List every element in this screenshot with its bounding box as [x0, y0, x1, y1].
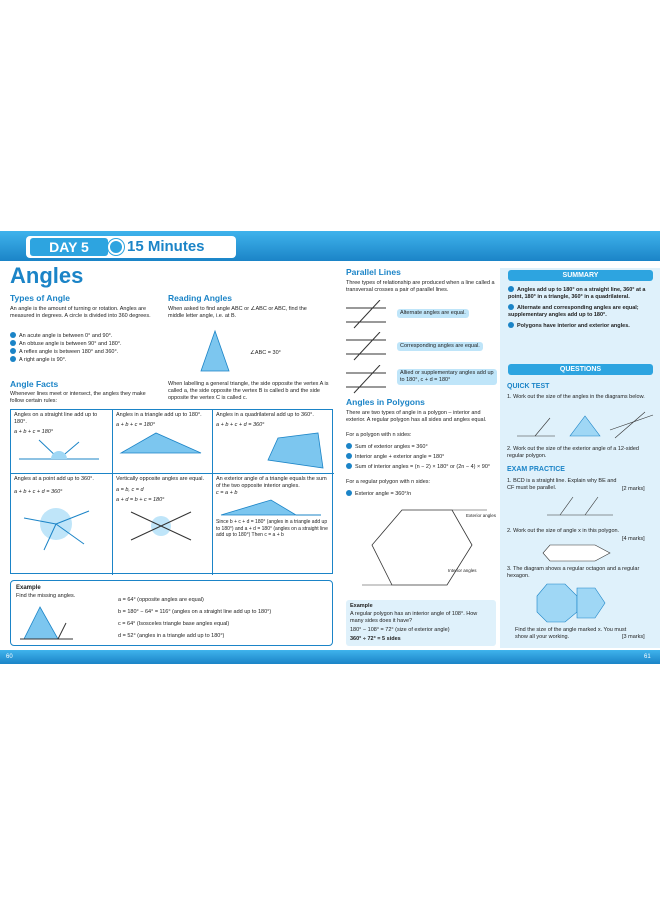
example2-title: Example: [350, 603, 373, 609]
fact-title: Angles on a straight line add up to 180°.: [14, 412, 98, 425]
polygons-exterior-formula: [346, 490, 411, 498]
page-number-right: 61: [644, 654, 651, 660]
facts-heading: Angle Facts: [10, 379, 59, 389]
types-heading: Types of Angle: [10, 293, 70, 303]
example1-line: a = 64° (opposite angles are equal): [118, 597, 204, 603]
polygons-n-sides: For a polygon with n sides:: [346, 432, 412, 438]
ep-1: 1. BCD is a straight line. Explain why BE and CF must be parallel.: [507, 478, 617, 491]
example2-line1: 180° − 108° = 72° (size of exterior angle): [350, 627, 450, 633]
ep-2-marks: [4 marks]: [622, 536, 645, 542]
bullet-icon: [346, 463, 352, 469]
qt-1: 1. Work out the size of the angles in the diagrams below.: [507, 394, 645, 400]
fact-cell-point: [11, 474, 113, 575]
fact-cell-triangle: [113, 410, 213, 474]
fact-cell-exterior: [213, 474, 334, 575]
facts-grid: [10, 409, 333, 574]
polygons-heading: Angles in Polygons: [346, 397, 425, 407]
clock-icon: [108, 239, 124, 255]
ep-1-marks: [2 marks]: [622, 486, 645, 492]
bullet-icon: [346, 443, 352, 449]
bullet-icon: [10, 332, 16, 338]
alternate-label: Alternate angles are equal.: [397, 309, 469, 318]
ep-2: 2. Work out the size of angle x in this polygon.: [507, 528, 620, 534]
reading-angle-label: ∠ABC = 30°: [250, 350, 281, 356]
fact-eq: c = a + b: [216, 490, 238, 496]
example2-prompt: A regular polygon has an interior angle of 108°. How many sides does it have?: [350, 611, 478, 624]
bullet-acute: An acute angle is between 0° and 90°.: [19, 333, 113, 339]
reading-triangle: [195, 325, 235, 375]
bullet-icon: [346, 490, 352, 496]
page-number-left: 60: [6, 654, 13, 660]
example1-line: c = 64° (Isosceles triangle base angles equal): [118, 621, 230, 627]
polygon-bullet: Interior angle + exterior angle = 180°: [355, 454, 445, 460]
types-bullets: [10, 332, 160, 364]
fact-title: Angles in a quadrilateral add up to 360°.: [216, 412, 314, 418]
triangle-diagram: [116, 429, 206, 457]
fact-cell-vertically-opposite: [113, 474, 213, 575]
example1-lines: [118, 597, 328, 640]
exterior-angle-diagram: [216, 497, 326, 519]
example1-diagram: [18, 603, 78, 643]
fact-eq: a + b + c = 180°: [14, 429, 54, 435]
fact-title: Angles in a triangle add up to 180°.: [116, 412, 202, 418]
ep3-diagram: [535, 582, 615, 624]
bullet-icon: [10, 356, 16, 362]
corresponding-diagram: [346, 332, 391, 362]
fact-title: Vertically opposite angles are equal.: [116, 476, 205, 482]
straight-line-diagram: [14, 437, 104, 462]
example2-line2: 360° ÷ 72° = 5 sides: [350, 636, 401, 642]
types-intro: An angle is the amount of turning or rotation. Angles are measured in degrees. A circle is divided into 360 degrees.: [10, 306, 151, 319]
polygon-bullet: Sum of interior angles = (n − 2) × 180° or (2n − 4) × 90°: [355, 464, 491, 470]
page-title: Angles: [10, 263, 84, 288]
fact-cell-straight-line: [11, 410, 113, 474]
bullet-icon: [508, 322, 514, 328]
bullet-icon: [508, 304, 514, 310]
bullet-icon: [10, 348, 16, 354]
exterior-angles-label: Exterior angles: [466, 513, 497, 518]
parallel-heading: Parallel Lines: [346, 267, 401, 277]
ep-3b: Find the size of the angle marked x. You must show all your working.: [515, 627, 627, 640]
allied-diagram: [346, 365, 391, 395]
minutes-label: 15 Minutes: [127, 238, 205, 255]
bullet-icon: [10, 340, 16, 346]
reading-text: When asked to find angle ABC or ∠ABC or ABC, find the middle letter angle, i.e. at B.: [168, 306, 307, 319]
ep1-diagram: [545, 495, 615, 520]
fact-note: Since b + c + d = 180° (angles in a triangle add up to 180°) and a + d = 180° (angles on a straight line add up to 180°) Then c = a + b: [216, 519, 328, 538]
fact-eq-2: a + d = b + c = 180°: [116, 497, 165, 503]
ep-3-marks: [3 marks]: [622, 634, 645, 640]
fact-title: Angles at a point add up to 360°.: [14, 476, 94, 482]
point-diagram: [14, 496, 104, 551]
summary-bullet: Polygons have interior and exterior angles.: [517, 323, 630, 329]
summary-bullet: Alternate and corresponding angles are equal; supplementary angles add up to 180°.: [508, 305, 639, 318]
example1-prompt: Find the missing angles.: [16, 593, 76, 599]
example1-title: Example: [16, 585, 41, 591]
fact-eq: a = b, c = d: [116, 487, 144, 493]
fact-eq: a + b + c + d = 360°: [216, 422, 265, 428]
questions-heading: QUESTIONS: [508, 364, 653, 375]
ep2-diagram: [540, 543, 615, 563]
summary-bullet: Angles add up to 180° on a straight line, 360° at a point, 180° in a triangle, 360° in a quadrilateral.: [508, 287, 646, 300]
fact-eq: a + b + c + d = 360°: [14, 489, 63, 495]
bullet-right: A right angle is 90°.: [19, 357, 67, 363]
exterior-formula: Exterior angle = 360°/n: [355, 491, 412, 497]
polygons-intro: There are two types of angle in a polygon – interior and exterior. A regular polygon has all sides and angles equal.: [346, 410, 487, 423]
facts-intro: Whenever lines meet or intersect, the angles they make follow certain rules:: [10, 391, 146, 404]
allied-label: Allied or supplementary angles add up to 180°, c + d = 180°: [397, 369, 497, 385]
fact-eq: a + b + c = 180°: [116, 422, 156, 428]
reading-heading: Reading Angles: [168, 293, 232, 303]
fact-cell-quadrilateral: [213, 410, 334, 474]
footer-band: [0, 650, 660, 664]
bullet-reflex: A reflex angle is between 180° and 360°.: [19, 349, 119, 355]
interior-angles-label: Interior angles: [448, 568, 477, 573]
bullet-icon: [508, 286, 514, 292]
quick-test-heading: QUICK TEST: [507, 383, 550, 390]
parallel-intro: Three types of relationship are produced when a line called a transversal crosses a pair of parallel lines.: [346, 280, 495, 293]
bullet-icon: [346, 453, 352, 459]
qt-2: 2. Work out the size of the exterior angle of a 12-sided regular polygon.: [507, 446, 639, 459]
polygons-bullets: [346, 443, 501, 471]
ep-3: 3. The diagram shows a regular octagon and a regular hexagon.: [507, 566, 640, 579]
summary-heading: SUMMARY: [508, 270, 653, 281]
corresponding-label: Corresponding angles are equal.: [397, 342, 483, 351]
polygons-regular: For a regular polygon with n sides:: [346, 479, 431, 485]
reading-labelling: When labelling a general triangle, the side opposite the vertex A is called a, the side opposite the vertex B is called b and the side opposite the vertex C is called c.: [168, 381, 329, 401]
example1-line: b = 180° − 64° = 116° (angles on a straight line add up to 180°): [118, 609, 272, 615]
exam-practice-heading: EXAM PRACTICE: [507, 466, 565, 473]
summary-bullets: [508, 286, 653, 330]
vertically-opposite-diagram: [116, 504, 206, 546]
qt-diagrams: [515, 410, 655, 442]
bullet-obtuse: An obtuse angle is between 90° and 180°.: [19, 341, 122, 347]
day-label: DAY 5: [30, 238, 108, 256]
alternate-diagram: [346, 300, 391, 330]
example1-line: d = 52° (angles in a triangle add up to 180°): [118, 633, 225, 639]
polygon-bullet: Sum of exterior angles = 360°: [355, 444, 428, 450]
fact-title: An exterior angle of a triangle equals the sum of the two opposite interior angles.: [216, 476, 327, 489]
